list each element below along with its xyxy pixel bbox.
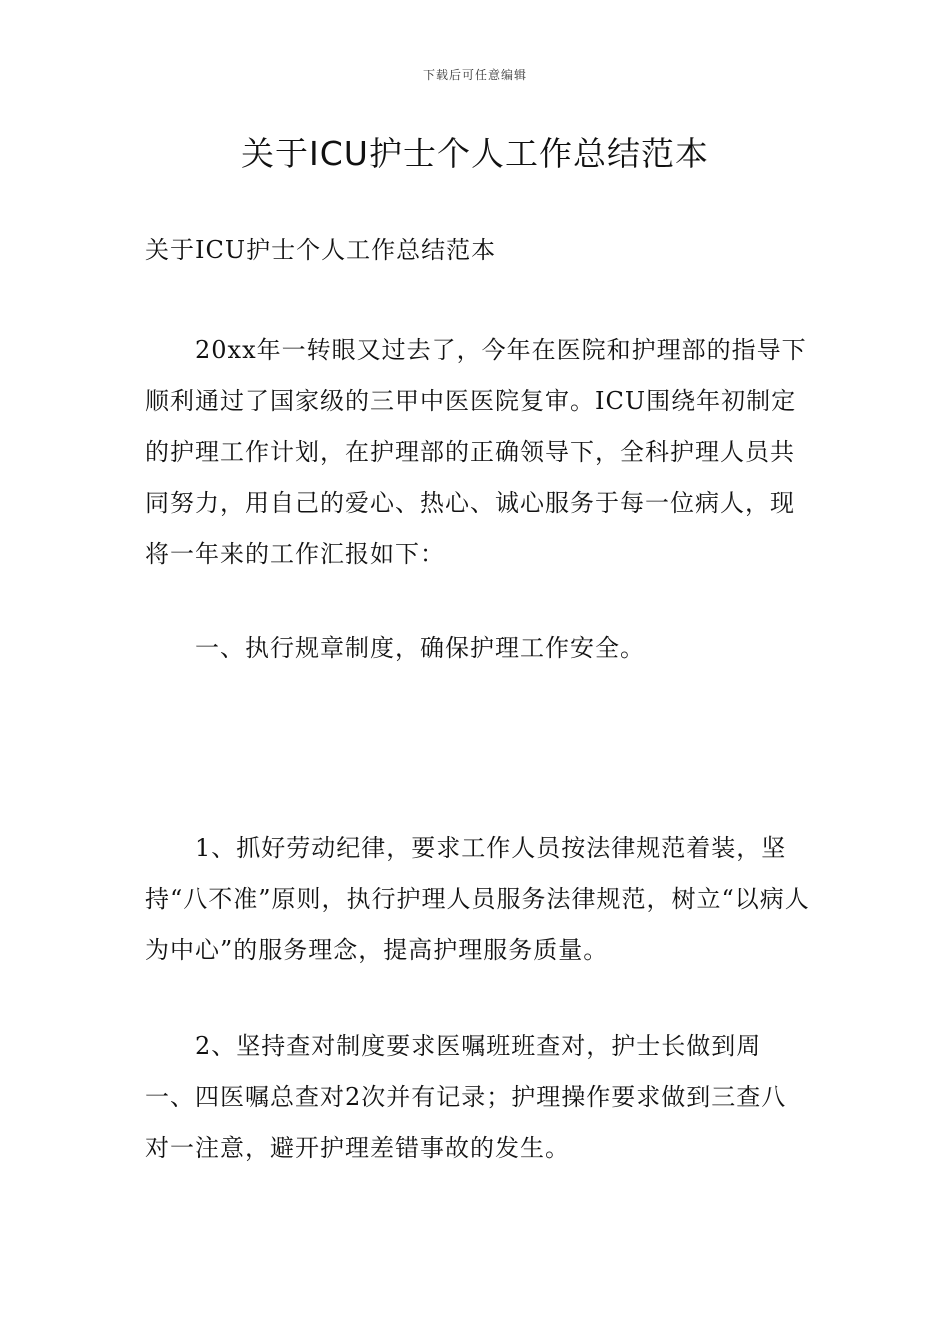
paragraph-item-1: 1、抓好劳动纪律，要求工作人员按法律规范着装，坚持“八不准”原则，执行护理人员服务法律规范，树立“以病人为中心”的服务理念，提高护理服务质量。 [145, 834, 810, 964]
section-heading-1: 一、执行规章制度，确保护理工作安全。 [195, 634, 645, 662]
document-subtitle: 关于ICU护士个人工作总结范本 [145, 236, 497, 264]
document-title: 关于ICU护士个人工作总结范本 [241, 134, 709, 173]
paragraph-intro: 20xx年一转眼又过去了，今年在医院和护理部的指导下顺利通过了国家级的三甲中医医院复审。ICU围绕年初制定的护理工作计划，在护理部的正确领导下，全科护理人员共同努力，用自己的爱心、热心、诚心服务于每一位病人，现将一年来的工作汇报如下： [145, 336, 807, 568]
paragraph-item-2: 2、坚持查对制度要求医嘱班班查对，护士长做到周一、四医嘱总查对2次并有记录；护理操作要求做到三查八对一注意，避开护理差错事故的发生。 [145, 1032, 787, 1162]
header-note: 下载后可任意编辑 [422, 68, 527, 82]
